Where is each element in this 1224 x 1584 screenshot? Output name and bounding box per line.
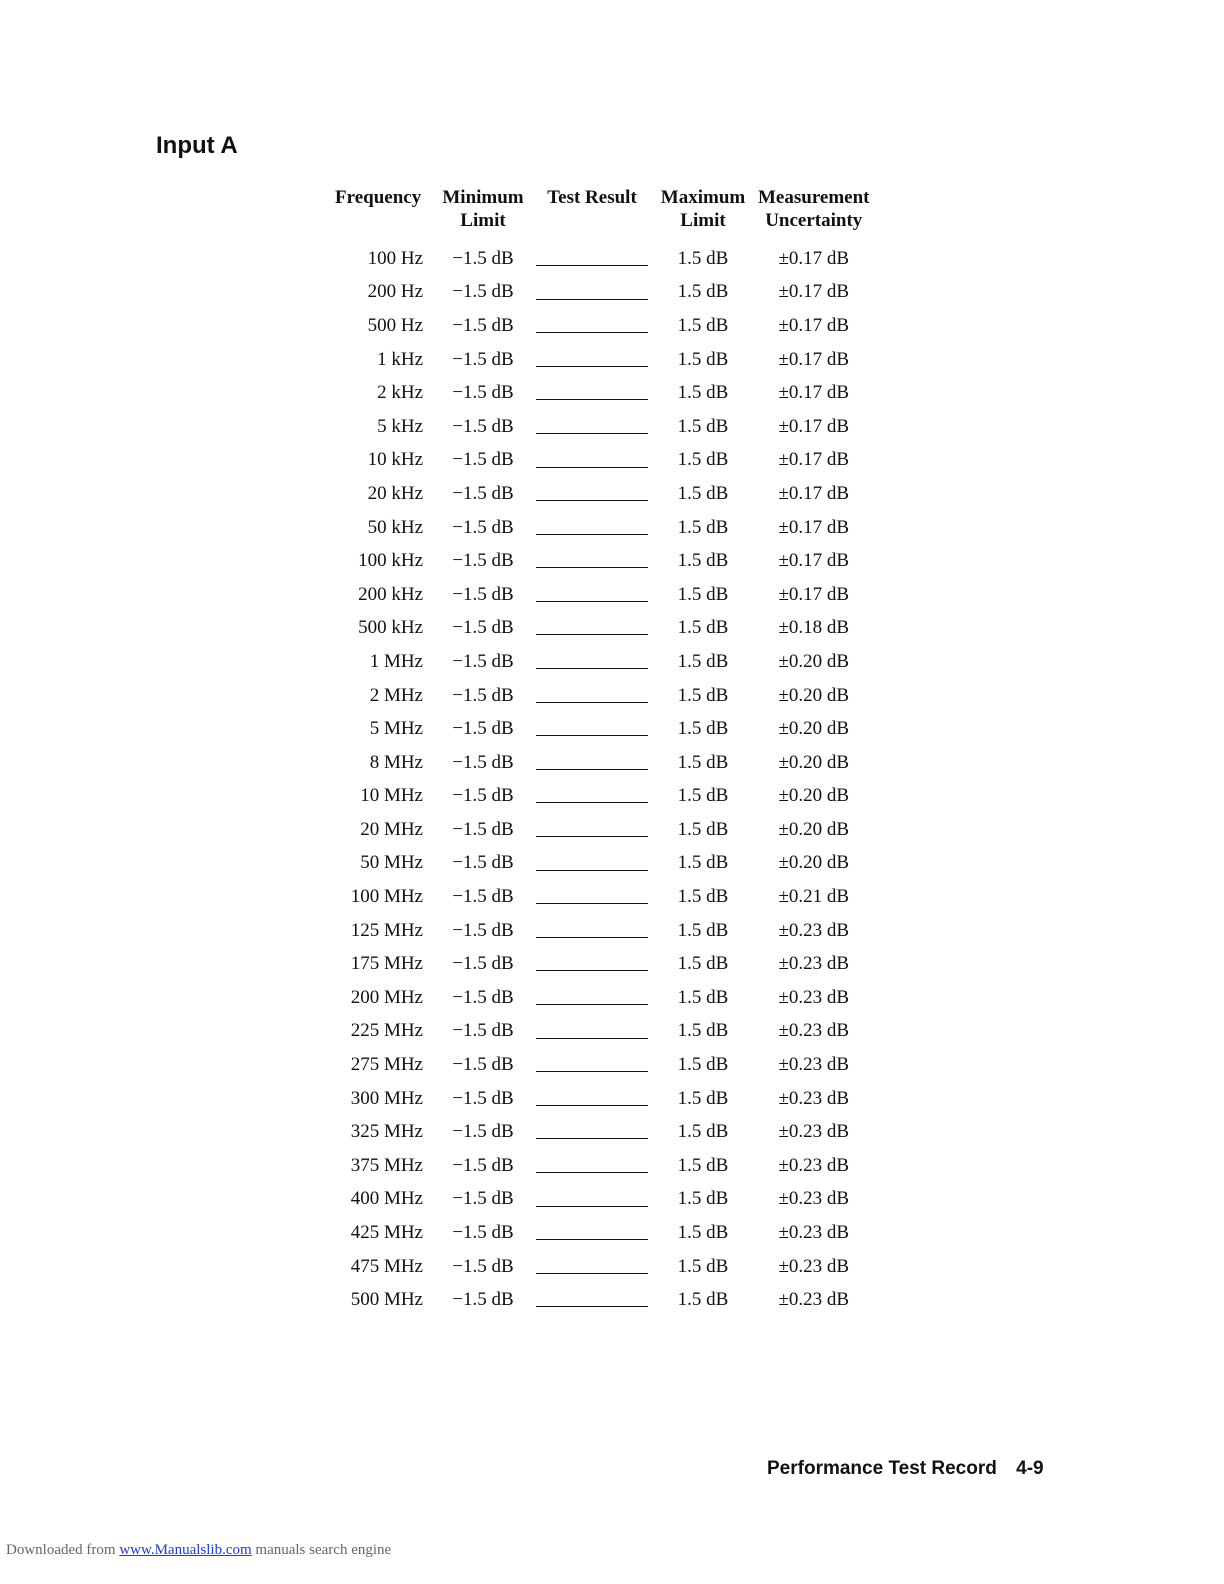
test-result-cell	[531, 1149, 653, 1183]
uncertainty-cell: ±0.17 dB	[778, 247, 850, 269]
maximum-limit-cell: 1.5 dB	[677, 919, 729, 941]
uncertainty-cell: ±0.23 dB	[778, 1188, 850, 1210]
table-row	[330, 880, 875, 914]
frequency-cell: 20 MHz	[360, 818, 423, 840]
minimum-limit-cell: −1.5 dB	[452, 415, 514, 437]
test-result-cell	[531, 880, 653, 914]
frequency-cell: 8 MHz	[369, 751, 423, 773]
test-result-cell	[531, 544, 653, 578]
uncertainty-cell: ±0.23 dB	[778, 919, 850, 941]
maximum-limit-cell: 1.5 dB	[677, 886, 729, 908]
uncertainty-cell: ±0.23 dB	[778, 953, 850, 975]
header-maximum-limit: Maximum Limit	[660, 187, 746, 231]
maximum-limit-cell: 1.5 dB	[677, 1121, 729, 1143]
uncertainty-cell: ±0.23 dB	[778, 1087, 850, 1109]
test-result-cell	[531, 612, 653, 646]
header-minimum-limit: Minimum Limit	[442, 187, 524, 231]
test-result-blank[interactable]	[536, 790, 648, 803]
table-row	[330, 376, 875, 410]
test-result-cell	[531, 444, 653, 478]
table-row	[330, 712, 875, 746]
minimum-limit-cell: −1.5 dB	[452, 482, 514, 504]
test-result-cell	[531, 1183, 653, 1217]
table-row	[330, 612, 875, 646]
frequency-cell: 500 MHz	[350, 1289, 423, 1311]
frequency-cell: 2 MHz	[369, 684, 423, 706]
table-row	[330, 780, 875, 814]
frequency-cell: 375 MHz	[350, 1154, 423, 1176]
frequency-cell: 100 Hz	[367, 247, 423, 269]
table-row	[330, 276, 875, 310]
maximum-limit-cell: 1.5 dB	[677, 1054, 729, 1076]
test-result-blank[interactable]	[536, 824, 648, 837]
test-result-cell	[531, 712, 653, 746]
maximum-limit-cell: 1.5 dB	[677, 718, 729, 740]
section-heading: Input A	[156, 132, 238, 159]
table-row	[330, 1115, 875, 1149]
table-row	[330, 511, 875, 545]
uncertainty-cell: ±0.23 dB	[778, 1121, 850, 1143]
frequency-cell: 475 MHz	[350, 1255, 423, 1277]
frequency-cell: 275 MHz	[350, 1054, 423, 1076]
header-measurement-uncertainty: Measurement Uncertainty	[758, 187, 870, 231]
minimum-limit-cell: −1.5 dB	[452, 1255, 514, 1277]
test-result-blank[interactable]	[536, 387, 648, 400]
minimum-limit-cell: −1.5 dB	[452, 550, 514, 572]
test-result-cell	[531, 242, 653, 276]
frequency-cell: 10 kHz	[367, 449, 423, 471]
test-result-cell	[531, 511, 653, 545]
test-result-cell	[531, 1115, 653, 1149]
table-row	[330, 477, 875, 511]
header-row	[330, 186, 875, 242]
table-row	[330, 1015, 875, 1049]
test-result-cell	[531, 981, 653, 1015]
minimum-limit-cell: −1.5 dB	[452, 919, 514, 941]
test-result-blank[interactable]	[536, 1160, 648, 1173]
frequency-cell: 100 kHz	[358, 550, 423, 572]
test-result-blank[interactable]	[536, 1026, 648, 1039]
test-result-cell	[531, 914, 653, 948]
maximum-limit-cell: 1.5 dB	[677, 986, 729, 1008]
minimum-limit-cell: −1.5 dB	[452, 1188, 514, 1210]
uncertainty-cell: ±0.20 dB	[778, 852, 850, 874]
minimum-limit-cell: −1.5 dB	[452, 617, 514, 639]
minimum-limit-cell: −1.5 dB	[452, 1020, 514, 1042]
table-row	[330, 645, 875, 679]
maximum-limit-cell: 1.5 dB	[677, 449, 729, 471]
minimum-limit-cell: −1.5 dB	[452, 247, 514, 269]
frequency-cell: 500 Hz	[367, 314, 423, 336]
test-result-cell	[531, 1048, 653, 1082]
test-result-blank[interactable]	[536, 488, 648, 501]
uncertainty-cell: ±0.18 dB	[778, 617, 850, 639]
uncertainty-cell: ±0.17 dB	[778, 348, 850, 370]
maximum-limit-cell: 1.5 dB	[677, 550, 729, 572]
minimum-limit-cell: −1.5 dB	[452, 583, 514, 605]
test-result-blank[interactable]	[536, 656, 648, 669]
frequency-cell: 100 MHz	[350, 886, 423, 908]
test-result-blank[interactable]	[536, 1059, 648, 1072]
minimum-limit-cell: −1.5 dB	[452, 449, 514, 471]
test-result-cell	[531, 1216, 653, 1250]
maximum-limit-cell: 1.5 dB	[677, 953, 729, 975]
maximum-limit-cell: 1.5 dB	[677, 1087, 729, 1109]
test-result-cell	[531, 780, 653, 814]
frequency-cell: 5 MHz	[369, 718, 423, 740]
uncertainty-cell: ±0.20 dB	[778, 818, 850, 840]
table-row	[330, 578, 875, 612]
minimum-limit-cell: −1.5 dB	[452, 785, 514, 807]
test-result-blank[interactable]	[536, 287, 648, 300]
test-result-blank[interactable]	[536, 253, 648, 266]
test-result-cell	[531, 376, 653, 410]
table-row	[330, 1183, 875, 1217]
uncertainty-cell: ±0.23 dB	[778, 986, 850, 1008]
maximum-limit-cell: 1.5 dB	[677, 415, 729, 437]
frequency-cell: 500 kHz	[358, 617, 423, 639]
uncertainty-cell: ±0.20 dB	[778, 785, 850, 807]
frequency-cell: 2 kHz	[377, 382, 423, 404]
test-result-cell	[531, 813, 653, 847]
frequency-cell: 325 MHz	[350, 1121, 423, 1143]
uncertainty-cell: ±0.23 dB	[778, 1289, 850, 1311]
table-row	[330, 981, 875, 1015]
minimum-limit-cell: −1.5 dB	[452, 281, 514, 303]
frequency-cell: 425 MHz	[350, 1222, 423, 1244]
maximum-limit-cell: 1.5 dB	[677, 348, 729, 370]
uncertainty-cell: ±0.17 dB	[778, 516, 850, 538]
uncertainty-cell: ±0.17 dB	[778, 382, 850, 404]
test-result-blank[interactable]	[536, 690, 648, 703]
minimum-limit-cell: −1.5 dB	[452, 852, 514, 874]
maximum-limit-cell: 1.5 dB	[677, 617, 729, 639]
uncertainty-cell: ±0.17 dB	[778, 449, 850, 471]
test-result-blank[interactable]	[536, 1126, 648, 1139]
minimum-limit-cell: −1.5 dB	[452, 314, 514, 336]
source-prefix: Downloaded from	[6, 1542, 116, 1558]
uncertainty-cell: ±0.23 dB	[778, 1054, 850, 1076]
maximum-limit-cell: 1.5 dB	[677, 281, 729, 303]
maximum-limit-cell: 1.5 dB	[677, 583, 729, 605]
frequency-cell: 125 MHz	[350, 919, 423, 941]
maximum-limit-cell: 1.5 dB	[677, 852, 729, 874]
uncertainty-cell: ±0.20 dB	[778, 718, 850, 740]
table-row	[330, 444, 875, 478]
table-row	[330, 746, 875, 780]
minimum-limit-cell: −1.5 dB	[452, 1222, 514, 1244]
table-row	[330, 813, 875, 847]
maximum-limit-cell: 1.5 dB	[677, 482, 729, 504]
header-frequency: Frequency	[335, 187, 422, 208]
table-row	[330, 914, 875, 948]
uncertainty-cell: ±0.23 dB	[778, 1154, 850, 1176]
test-result-cell	[531, 309, 653, 343]
uncertainty-cell: ±0.17 dB	[778, 482, 850, 504]
test-result-blank[interactable]	[536, 958, 648, 971]
test-result-blank[interactable]	[536, 455, 648, 468]
table-row	[330, 1149, 875, 1183]
minimum-limit-cell: −1.5 dB	[452, 1154, 514, 1176]
minimum-limit-cell: −1.5 dB	[452, 1054, 514, 1076]
frequency-cell: 50 kHz	[367, 516, 423, 538]
test-result-blank[interactable]	[536, 1261, 648, 1274]
minimum-limit-cell: −1.5 dB	[452, 650, 514, 672]
test-result-blank[interactable]	[536, 1194, 648, 1207]
maximum-limit-cell: 1.5 dB	[677, 1255, 729, 1277]
frequency-cell: 300 MHz	[350, 1087, 423, 1109]
frequency-cell: 20 kHz	[367, 482, 423, 504]
table-row	[330, 947, 875, 981]
source-note	[6, 1542, 391, 1559]
table-row	[330, 679, 875, 713]
test-result-cell	[531, 1015, 653, 1049]
performance-test-table	[330, 186, 875, 1317]
test-result-blank[interactable]	[536, 320, 648, 333]
minimum-limit-cell: −1.5 dB	[452, 348, 514, 370]
test-result-blank[interactable]	[536, 723, 648, 736]
maximum-limit-cell: 1.5 dB	[677, 785, 729, 807]
maximum-limit-cell: 1.5 dB	[677, 751, 729, 773]
maximum-limit-cell: 1.5 dB	[677, 684, 729, 706]
uncertainty-cell: ±0.23 dB	[778, 1020, 850, 1042]
test-result-cell	[531, 1250, 653, 1284]
table-row	[330, 1216, 875, 1250]
minimum-limit-cell: −1.5 dB	[452, 1087, 514, 1109]
table-row	[330, 544, 875, 578]
maximum-limit-cell: 1.5 dB	[677, 650, 729, 672]
minimum-limit-cell: −1.5 dB	[452, 684, 514, 706]
minimum-limit-cell: −1.5 dB	[452, 718, 514, 740]
minimum-limit-cell: −1.5 dB	[452, 818, 514, 840]
test-result-cell	[531, 410, 653, 444]
frequency-cell: 200 kHz	[358, 583, 423, 605]
uncertainty-cell: ±0.20 dB	[778, 684, 850, 706]
frequency-cell: 175 MHz	[350, 953, 423, 975]
table-row	[330, 1283, 875, 1317]
uncertainty-cell: ±0.17 dB	[778, 583, 850, 605]
test-result-cell	[531, 1082, 653, 1116]
footer-title: Performance Test Record	[767, 1458, 997, 1479]
frequency-cell: 5 kHz	[377, 415, 423, 437]
test-result-blank[interactable]	[536, 522, 648, 535]
minimum-limit-cell: −1.5 dB	[452, 953, 514, 975]
page-number: 4-9	[1016, 1458, 1044, 1479]
header-test-result: Test Result	[547, 187, 637, 208]
frequency-cell: 400 MHz	[350, 1188, 423, 1210]
test-result-cell	[531, 847, 653, 881]
uncertainty-cell: ±0.23 dB	[778, 1222, 850, 1244]
maximum-limit-cell: 1.5 dB	[677, 1289, 729, 1311]
test-result-blank[interactable]	[536, 891, 648, 904]
test-result-blank[interactable]	[536, 622, 648, 635]
uncertainty-cell: ±0.17 dB	[778, 550, 850, 572]
minimum-limit-cell: −1.5 dB	[452, 886, 514, 908]
table-row	[330, 410, 875, 444]
table-row	[330, 1250, 875, 1284]
frequency-cell: 200 Hz	[367, 281, 423, 303]
uncertainty-cell: ±0.23 dB	[778, 1255, 850, 1277]
test-result-cell	[531, 276, 653, 310]
minimum-limit-cell: −1.5 dB	[452, 751, 514, 773]
frequency-cell: 200 MHz	[350, 986, 423, 1008]
maximum-limit-cell: 1.5 dB	[677, 1020, 729, 1042]
test-result-cell	[531, 343, 653, 377]
test-result-cell	[531, 578, 653, 612]
test-result-blank[interactable]	[536, 1294, 648, 1307]
table-row	[330, 309, 875, 343]
test-result-blank[interactable]	[536, 421, 648, 434]
table-row	[330, 1048, 875, 1082]
minimum-limit-cell: −1.5 dB	[452, 1121, 514, 1143]
uncertainty-cell: ±0.21 dB	[778, 886, 850, 908]
test-result-blank[interactable]	[536, 589, 648, 602]
test-result-blank[interactable]	[536, 555, 648, 568]
maximum-limit-cell: 1.5 dB	[677, 314, 729, 336]
table-row	[330, 1082, 875, 1116]
frequency-cell: 1 kHz	[377, 348, 423, 370]
test-result-blank[interactable]	[536, 1227, 648, 1240]
test-result-blank[interactable]	[536, 992, 648, 1005]
page-footer	[767, 1458, 1044, 1480]
frequency-cell: 225 MHz	[350, 1020, 423, 1042]
uncertainty-cell: ±0.17 dB	[778, 314, 850, 336]
maximum-limit-cell: 1.5 dB	[677, 516, 729, 538]
test-result-blank[interactable]	[536, 925, 648, 938]
test-result-cell	[531, 679, 653, 713]
maximum-limit-cell: 1.5 dB	[677, 247, 729, 269]
test-result-blank[interactable]	[536, 1093, 648, 1106]
test-result-blank[interactable]	[536, 858, 648, 871]
test-result-blank[interactable]	[536, 757, 648, 770]
uncertainty-cell: ±0.20 dB	[778, 650, 850, 672]
minimum-limit-cell: −1.5 dB	[452, 382, 514, 404]
frequency-cell: 50 MHz	[360, 852, 423, 874]
table-row	[330, 847, 875, 881]
frequency-cell: 1 MHz	[369, 650, 423, 672]
uncertainty-cell: ±0.17 dB	[778, 281, 850, 303]
source-suffix: manuals search engine	[255, 1542, 392, 1558]
test-result-cell	[531, 645, 653, 679]
test-result-cell	[531, 1283, 653, 1317]
maximum-limit-cell: 1.5 dB	[677, 818, 729, 840]
minimum-limit-cell: −1.5 dB	[452, 986, 514, 1008]
maximum-limit-cell: 1.5 dB	[677, 1222, 729, 1244]
frequency-cell: 10 MHz	[360, 785, 423, 807]
minimum-limit-cell: −1.5 dB	[452, 516, 514, 538]
table-row	[330, 343, 875, 377]
maximum-limit-cell: 1.5 dB	[677, 1188, 729, 1210]
source-link[interactable]: www.Manualslib.com	[119, 1542, 252, 1558]
uncertainty-cell: ±0.17 dB	[778, 415, 850, 437]
test-result-cell	[531, 477, 653, 511]
test-result-cell	[531, 746, 653, 780]
maximum-limit-cell: 1.5 dB	[677, 1154, 729, 1176]
test-result-blank[interactable]	[536, 354, 648, 367]
test-result-cell	[531, 947, 653, 981]
table-header	[330, 186, 875, 242]
minimum-limit-cell: −1.5 dB	[452, 1289, 514, 1311]
table-body	[330, 242, 875, 1317]
table-row	[330, 242, 875, 276]
uncertainty-cell: ±0.20 dB	[778, 751, 850, 773]
maximum-limit-cell: 1.5 dB	[677, 382, 729, 404]
